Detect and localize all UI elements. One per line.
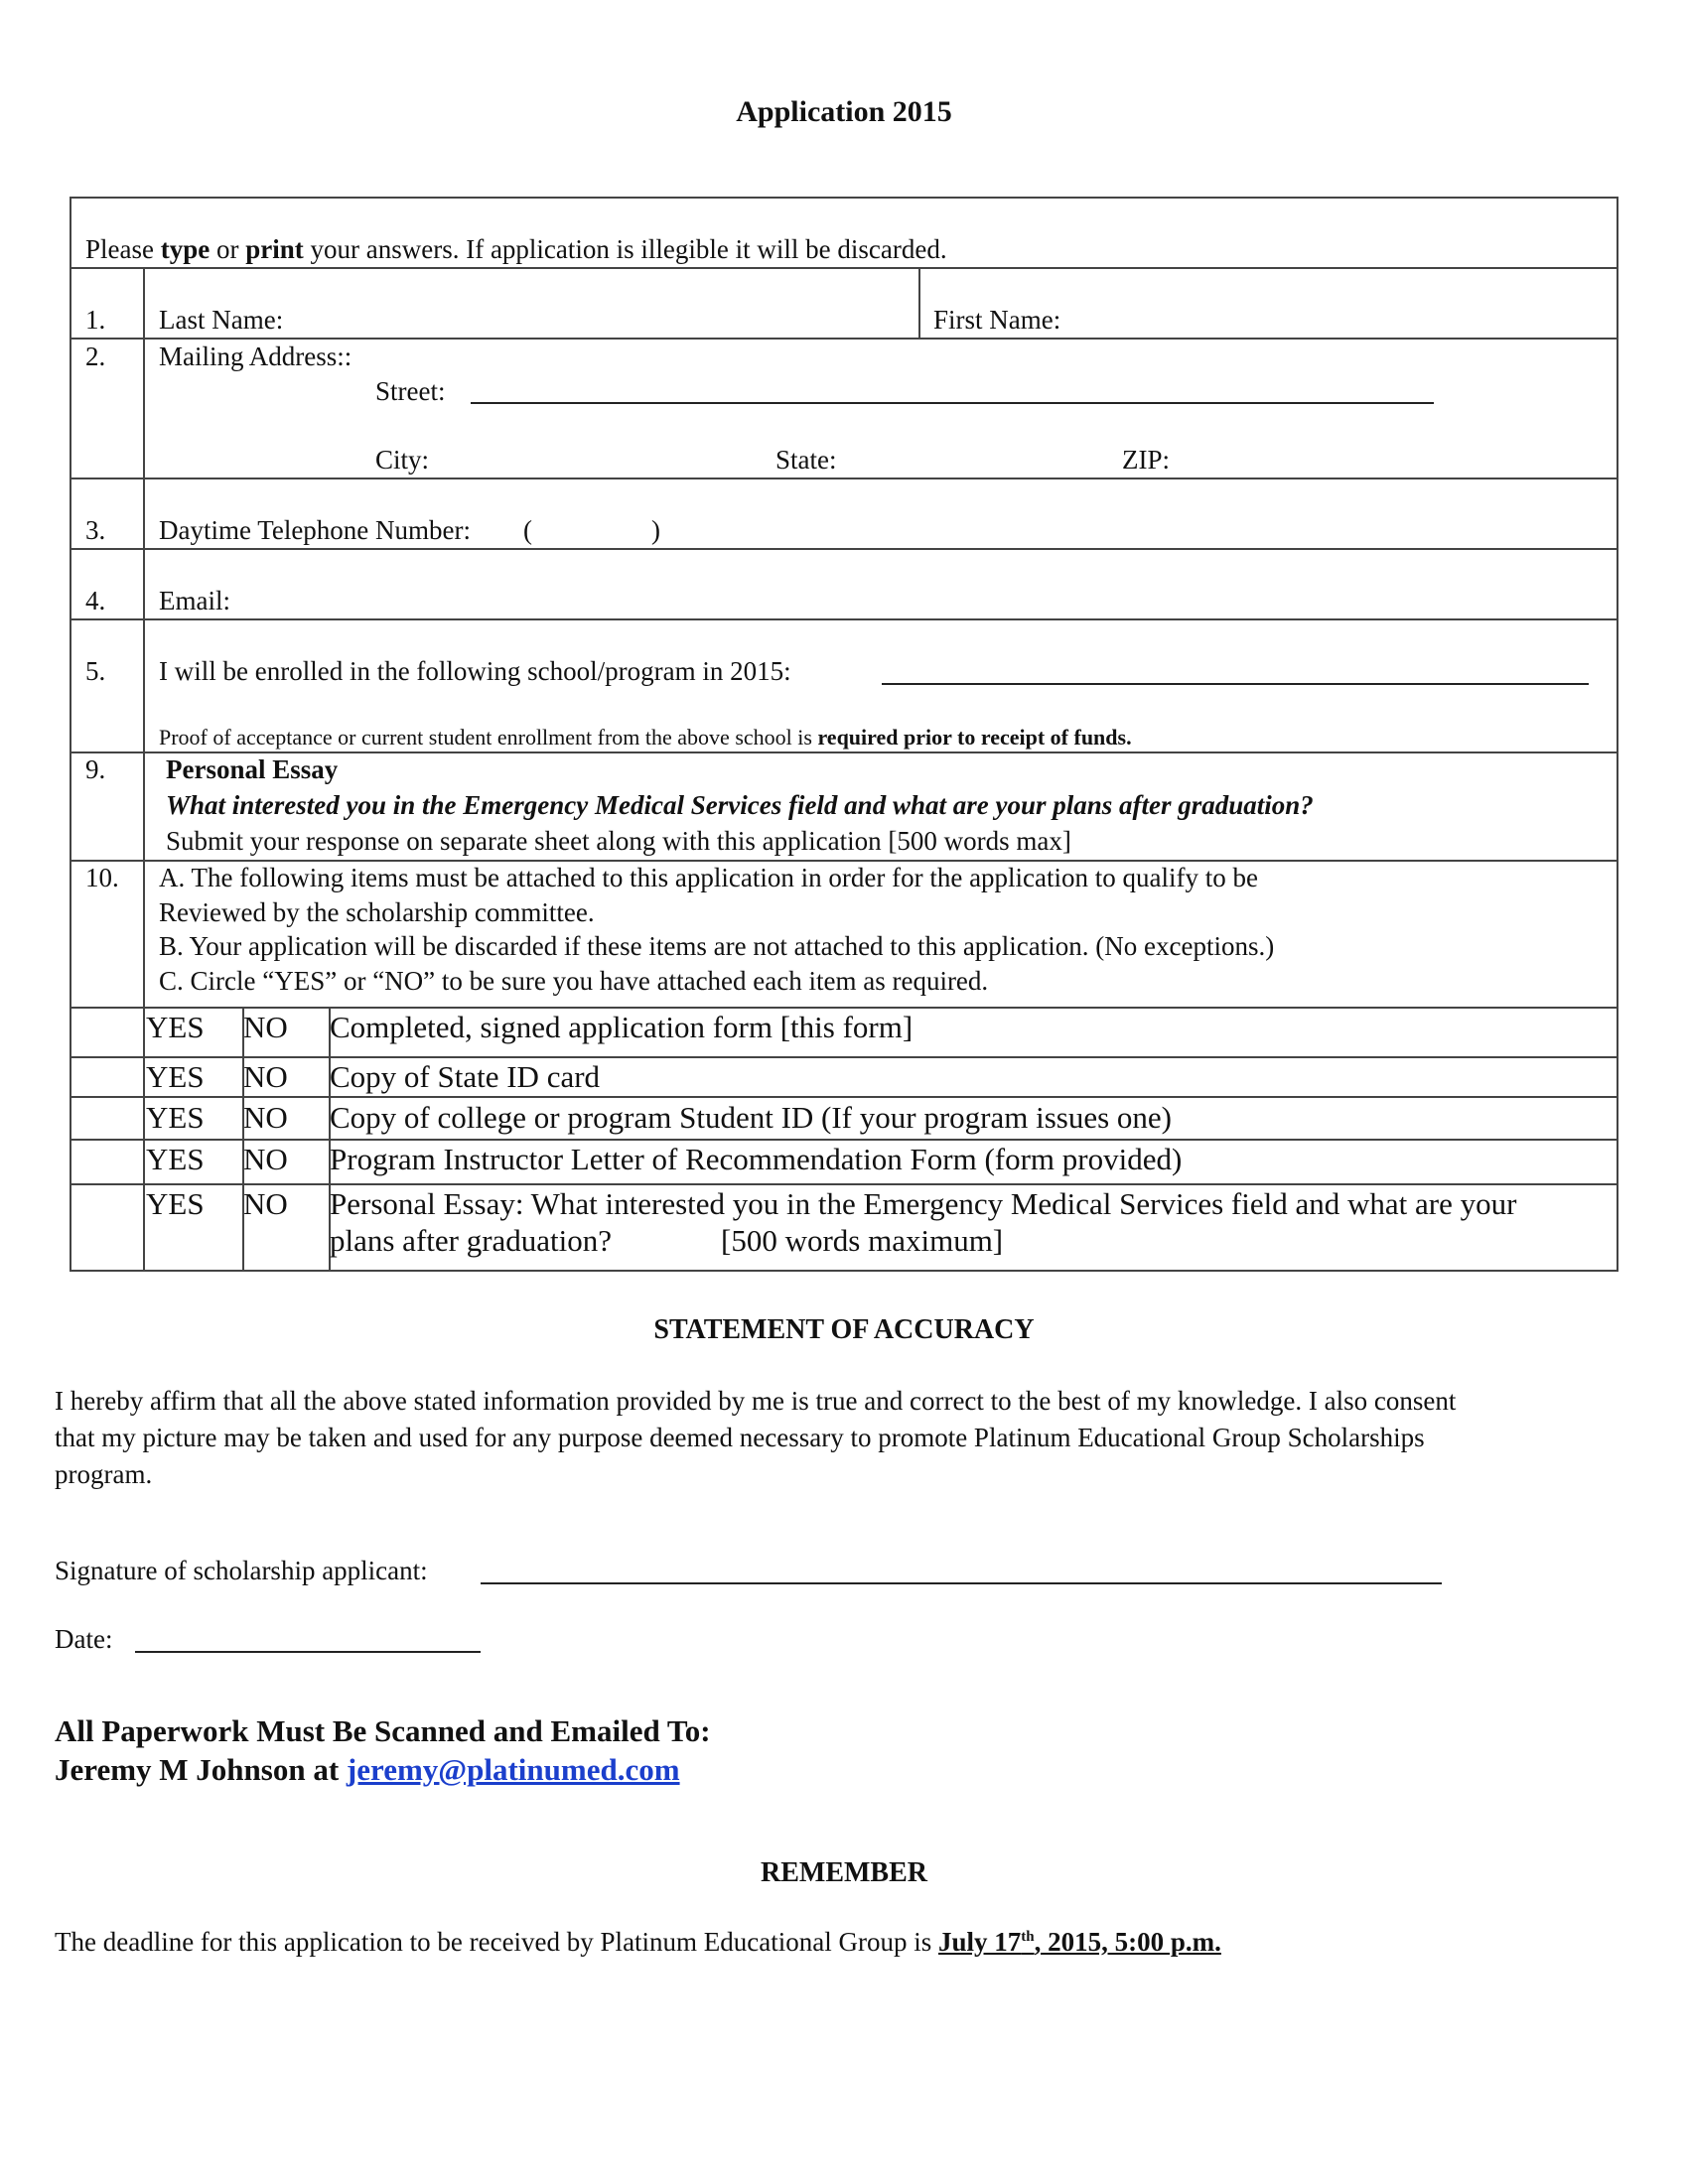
deadline-date: July 17th, 2015, 5:00 p.m. xyxy=(938,1927,1221,1957)
row-divider xyxy=(70,1139,1618,1141)
row-divider xyxy=(70,1007,1618,1009)
row-number: 9. xyxy=(85,754,106,784)
statement-line: that my picture may be taken and used for any purpose deemed necessary to promote Platinum Educational Group Scholarships xyxy=(55,1423,1425,1452)
enrollment-note: Proof of acceptance or current student enrollment from the above school is required prior to receipt of funds. xyxy=(159,725,1132,750)
checklist-no[interactable]: NO xyxy=(243,1142,288,1176)
checklist-no[interactable]: NO xyxy=(243,1100,288,1135)
email-label: Email: xyxy=(159,586,230,615)
street-label: Street: xyxy=(375,376,446,406)
email-link[interactable]: jeremy@platinumed.com xyxy=(346,1752,680,1787)
instructions-text: Please type or print your answers. If application is illegible it will be discarded. xyxy=(85,234,947,264)
checklist-yes[interactable]: YES xyxy=(146,1142,205,1176)
enrollment-line[interactable] xyxy=(882,683,1589,685)
paperwork-heading: All Paperwork Must Be Scanned and Emailed To: xyxy=(55,1713,711,1748)
row-number: 1. xyxy=(85,305,106,335)
row-divider xyxy=(70,1056,1618,1058)
checklist-item: Copy of State ID card xyxy=(330,1059,601,1094)
row-divider xyxy=(70,1183,1618,1185)
checklist-no[interactable]: NO xyxy=(243,1010,288,1044)
checklist-yes[interactable]: YES xyxy=(146,1010,205,1044)
street-line[interactable] xyxy=(471,402,1434,404)
checklist-item: Personal Essay: What interested you in the Emergency Medical Services field and what are your xyxy=(330,1186,1517,1221)
row-divider xyxy=(70,1096,1618,1098)
row-number: 4. xyxy=(85,586,106,615)
row-number: 3. xyxy=(85,515,106,545)
statement-line: program. xyxy=(55,1459,153,1489)
row-divider xyxy=(70,618,1618,620)
zip-label: ZIP: xyxy=(1122,445,1171,475)
city-label: City: xyxy=(375,445,430,475)
signature-label: Signature of scholarship applicant: xyxy=(55,1556,428,1585)
row-divider xyxy=(70,267,1618,269)
area-code-close-paren: ) xyxy=(651,515,660,545)
signature-line[interactable] xyxy=(481,1582,1442,1584)
deadline-text: The deadline for this application to be received by Platinum Educational Group is July 17th, 2015, 5:00 p.m. xyxy=(55,1927,1221,1957)
row-number: 5. xyxy=(85,656,106,686)
date-line[interactable] xyxy=(135,1651,481,1653)
statement-heading: STATEMENT OF ACCURACY xyxy=(653,1314,1035,1345)
row-divider xyxy=(70,751,1618,753)
statement-line: I hereby affirm that all the above stated information provided by me is true and correct to the best of my knowledge. I also consent xyxy=(55,1386,1457,1416)
remember-heading: REMEMBER xyxy=(761,1857,927,1888)
checklist-item: Program Instructor Letter of Recommendation Form (form provided) xyxy=(330,1142,1183,1176)
checklist-no[interactable]: NO xyxy=(243,1186,288,1221)
checklist-item-continued: plans after graduation? xyxy=(330,1223,613,1258)
checklist-item-word-limit: [500 words maximum] xyxy=(721,1223,1004,1258)
first-name-label: First Name: xyxy=(933,305,1061,335)
essay-note: Submit your response on separate sheet along with this application [500 words max] xyxy=(166,826,1071,856)
personal-essay-heading: Personal Essay xyxy=(166,754,339,784)
page-title: Application 2015 xyxy=(736,95,952,128)
enrollment-label: I will be enrolled in the following school/program in 2015: xyxy=(159,656,791,686)
checklist-no[interactable]: NO xyxy=(243,1059,288,1094)
row-divider xyxy=(70,478,1618,479)
paperwork-contact: Jeremy M Johnson at jeremy@platinumed.com xyxy=(55,1752,680,1787)
checklist-item: Completed, signed application form [this form] xyxy=(330,1010,914,1044)
row-divider xyxy=(70,860,1618,862)
mailing-address-label: Mailing Address:: xyxy=(159,341,352,371)
row-divider xyxy=(70,338,1618,340)
attachment-instruction-b: B. Your application will be discarded if these items are not attached to this application. (No exceptions.) xyxy=(159,931,1275,961)
attachment-instruction-a-cont: Reviewed by the scholarship committee. xyxy=(159,897,595,927)
checklist-yes[interactable]: YES xyxy=(146,1059,205,1094)
checklist-item: Copy of college or program Student ID (If your program issues one) xyxy=(330,1100,1172,1135)
last-name-label: Last Name: xyxy=(159,305,284,335)
checklist-yes[interactable]: YES xyxy=(146,1100,205,1135)
row-number: 10. xyxy=(85,863,119,892)
name-column-divider xyxy=(918,267,920,338)
telephone-label: Daytime Telephone Number: xyxy=(159,515,472,545)
essay-question: What interested you in the Emergency Medical Services field and what are your plans after graduation? xyxy=(166,790,1314,820)
checklist-yes[interactable]: YES xyxy=(146,1186,205,1221)
number-column-divider xyxy=(143,267,145,1272)
area-code-open-paren: ( xyxy=(523,515,532,545)
row-number: 2. xyxy=(85,341,106,371)
row-divider xyxy=(70,548,1618,550)
yes-column-divider xyxy=(242,1007,244,1272)
date-label: Date: xyxy=(55,1624,113,1654)
attachment-instruction-a: A. The following items must be attached to this application in order for the application to qualify to be xyxy=(159,863,1258,892)
state-label: State: xyxy=(775,445,837,475)
attachment-instruction-c: C. Circle “YES” or “NO” to be sure you have attached each item as required. xyxy=(159,966,989,996)
